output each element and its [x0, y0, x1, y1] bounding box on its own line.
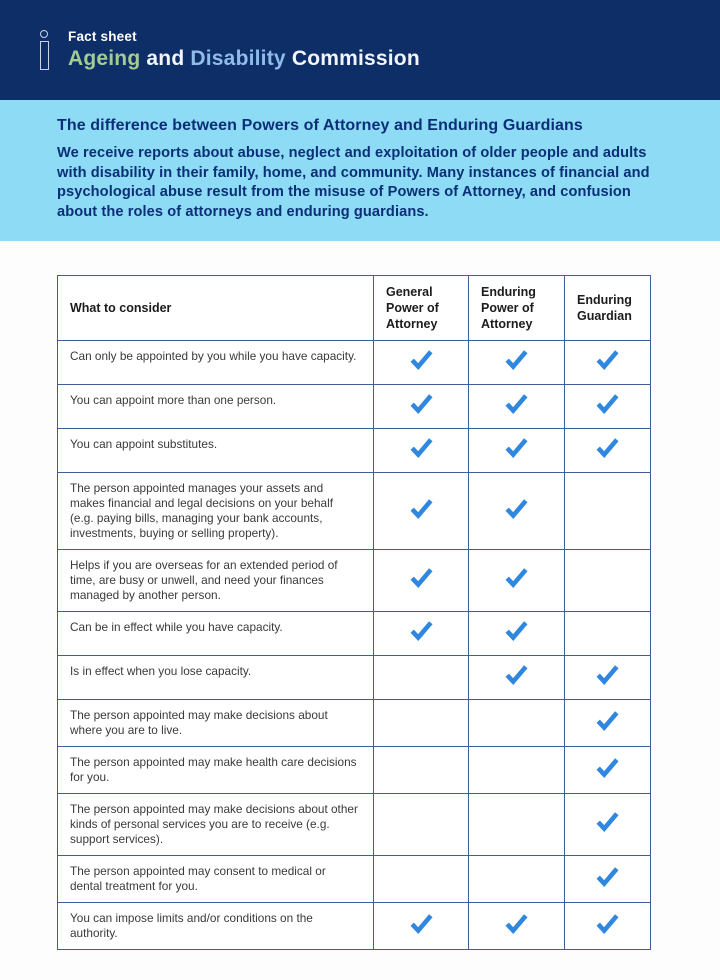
consideration-text: You can appoint more than one person. — [58, 385, 374, 429]
checkmark-icon — [595, 710, 620, 732]
cell-general-power-of-attorney — [374, 700, 469, 747]
org-title — [68, 47, 420, 71]
cell-enduring-power-of-attorney — [469, 341, 565, 385]
cell-enduring-guardian — [565, 612, 651, 656]
cell-general-power-of-attorney — [374, 794, 469, 856]
cell-enduring-power-of-attorney — [469, 612, 565, 656]
cell-enduring-power-of-attorney — [469, 856, 565, 903]
table-row — [58, 341, 651, 385]
cell-general-power-of-attorney — [374, 856, 469, 903]
table-row — [58, 656, 651, 700]
cell-enduring-power-of-attorney — [469, 747, 565, 794]
table-header — [58, 276, 651, 341]
cell-enduring-power-of-attorney — [469, 473, 565, 550]
fact-sheet-label: Fact sheet — [68, 29, 137, 44]
column-header-general-power-of-attorney: General Power of Attorney — [374, 276, 469, 341]
cell-enduring-guardian — [565, 341, 651, 385]
cell-enduring-guardian — [565, 656, 651, 700]
consideration-text: Is in effect when you lose capacity. — [58, 656, 374, 700]
checkmark-icon — [409, 567, 434, 589]
adc-logo-icon — [37, 30, 51, 70]
cell-enduring-power-of-attorney — [469, 656, 565, 700]
cell-enduring-guardian — [565, 700, 651, 747]
table-row — [58, 612, 651, 656]
page-title: The difference between Powers of Attorney and Enduring Guardians — [57, 117, 583, 134]
cell-general-power-of-attorney — [374, 550, 469, 612]
cell-general-power-of-attorney — [374, 473, 469, 550]
checkmark-icon — [595, 757, 620, 779]
cell-enduring-guardian — [565, 856, 651, 903]
logo-dot — [40, 30, 48, 38]
consideration-text: The person appointed may make decisions about where you are to live. — [58, 700, 374, 747]
consideration-text: The person appointed may make health care decisions for you. — [58, 747, 374, 794]
intro-banner — [0, 100, 720, 241]
checkmark-icon — [595, 349, 620, 371]
cell-enduring-power-of-attorney — [469, 550, 565, 612]
checkmark-icon — [409, 437, 434, 459]
checkmark-icon — [504, 620, 529, 642]
cell-general-power-of-attorney — [374, 612, 469, 656]
table-header-row — [58, 276, 651, 341]
checkmark-icon — [504, 349, 529, 371]
checkmark-icon — [504, 393, 529, 415]
column-header-what-to-consider: What to consider — [58, 276, 374, 341]
checkmark-icon — [409, 498, 434, 520]
table-row — [58, 747, 651, 794]
column-header-enduring-guardian: Enduring Guardian — [565, 276, 651, 341]
checkmark-icon — [595, 437, 620, 459]
org-title-word-and: and — [146, 47, 185, 70]
checkmark-icon — [504, 664, 529, 686]
table-section — [0, 241, 720, 950]
checkmark-icon — [409, 913, 434, 935]
table-row — [58, 473, 651, 550]
checkmark-icon — [409, 349, 434, 371]
org-title-word-disability: Disability — [190, 47, 286, 70]
cell-enduring-guardian — [565, 794, 651, 856]
checkmark-icon — [595, 866, 620, 888]
consideration-text: Can be in effect while you have capacity. — [58, 612, 374, 656]
table-row — [58, 429, 651, 473]
cell-enduring-power-of-attorney — [469, 429, 565, 473]
table-row — [58, 794, 651, 856]
table-row — [58, 700, 651, 747]
cell-enduring-power-of-attorney — [469, 794, 565, 856]
cell-enduring-guardian — [565, 903, 651, 950]
cell-general-power-of-attorney — [374, 385, 469, 429]
checkmark-icon — [595, 393, 620, 415]
cell-enduring-power-of-attorney — [469, 385, 565, 429]
cell-enduring-guardian — [565, 429, 651, 473]
cell-enduring-power-of-attorney — [469, 903, 565, 950]
checkmark-icon — [409, 620, 434, 642]
comparison-table — [57, 275, 651, 950]
table-row — [58, 856, 651, 903]
org-title-word-commission: Commission — [291, 47, 420, 70]
checkmark-icon — [504, 437, 529, 459]
header-titles — [68, 29, 420, 71]
consideration-text: You can appoint substitutes. — [58, 429, 374, 473]
cell-general-power-of-attorney — [374, 903, 469, 950]
consideration-text: The person appointed manages your assets and makes financial and legal decisions on your behalf (e.g. paying bills, managing your bank accounts, investments, buying or selling property). — [58, 473, 374, 550]
consideration-text: You can impose limits and/or conditions on the authority. — [58, 903, 374, 950]
cell-general-power-of-attorney — [374, 429, 469, 473]
intro-paragraph: We receive reports about abuse, neglect and exploitation of older people and adults with disability in their family, home, and community. Many instances of financial and psychological abuse result from the misuse of Powers of Attorney, and confusion about the roles of attorneys and enduring guardians. — [57, 145, 650, 220]
cell-general-power-of-attorney — [374, 656, 469, 700]
checkmark-icon — [504, 913, 529, 935]
checkmark-icon — [595, 913, 620, 935]
cell-general-power-of-attorney — [374, 341, 469, 385]
org-title-word-ageing: Ageing — [68, 47, 141, 70]
cell-enduring-guardian — [565, 385, 651, 429]
checkmark-icon — [409, 393, 434, 415]
cell-enduring-guardian — [565, 550, 651, 612]
checkmark-icon — [595, 811, 620, 833]
consideration-text: Can only be appointed by you while you have capacity. — [58, 341, 374, 385]
logo-bar — [40, 41, 49, 70]
header-bar — [0, 0, 720, 100]
table-row — [58, 903, 651, 950]
checkmark-icon — [504, 567, 529, 589]
cell-enduring-power-of-attorney — [469, 700, 565, 747]
table-body — [58, 341, 651, 950]
cell-enduring-guardian — [565, 747, 651, 794]
table-row — [58, 385, 651, 429]
checkmark-icon — [595, 664, 620, 686]
table-row — [58, 550, 651, 612]
consideration-text: The person appointed may make decisions about other kinds of personal services you are to receive (e.g. support services). — [58, 794, 374, 856]
consideration-text: The person appointed may consent to medical or dental treatment for you. — [58, 856, 374, 903]
consideration-text: Helps if you are overseas for an extended period of time, are busy or unwell, and need your finances managed by another person. — [58, 550, 374, 612]
column-header-enduring-power-of-attorney: Enduring Power of Attorney — [469, 276, 565, 341]
cell-general-power-of-attorney — [374, 747, 469, 794]
cell-enduring-guardian — [565, 473, 651, 550]
checkmark-icon — [504, 498, 529, 520]
